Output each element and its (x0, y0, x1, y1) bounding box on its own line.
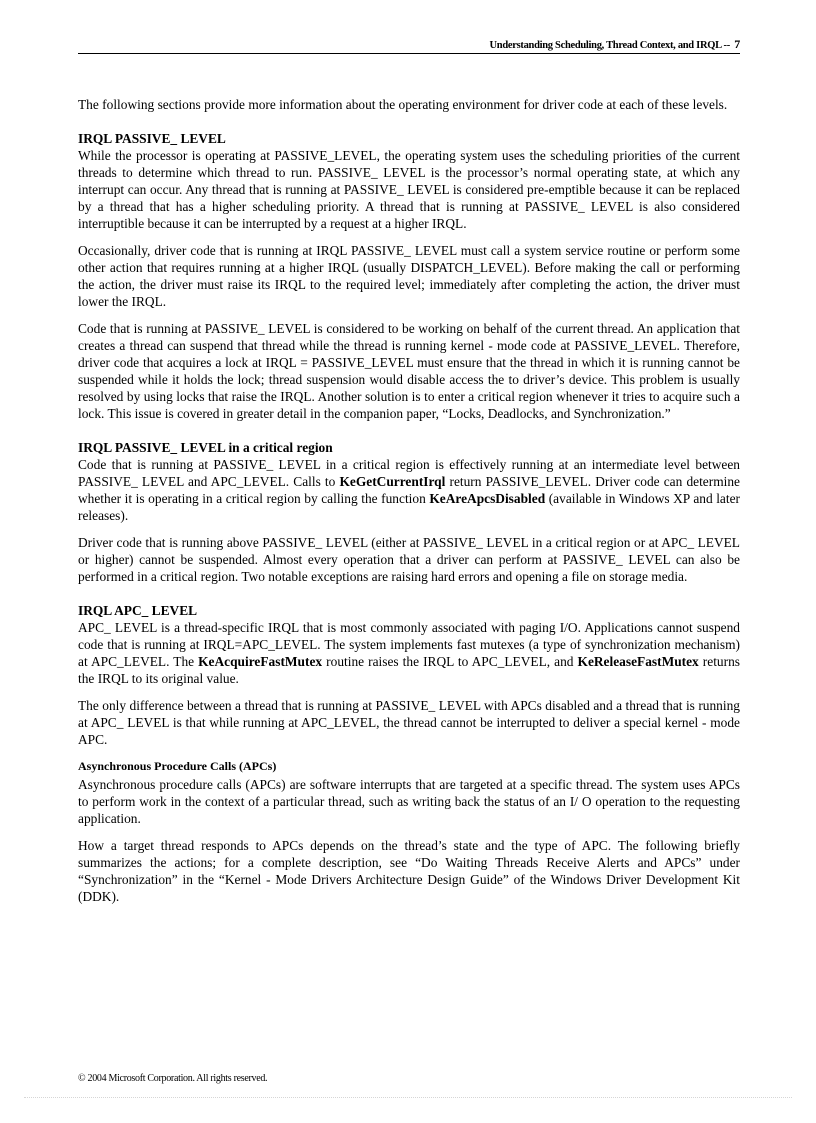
apc-text-a: APC_ LEVEL is a thread-specific IRQL that is most commonly associated with paging I/O. Applications cannot suspend code that is running at IRQL=APC_LEVEL. The system implements fast mutexes (a type of synchronization mechanism) at APC_LEVEL. The (78, 620, 740, 669)
function-kereleasefastmutex: KeReleaseFastMutex (577, 654, 699, 669)
heading-passive-level: IRQL PASSIVE_ LEVEL (78, 131, 226, 146)
passive-paragraph-2: Occasionally, driver code that is running at IRQL PASSIVE_ LEVEL must call a system service routine or perform some other action that requires running at a higher IRQL (usually DISPATCH_LEVEL). Before making the call or performing the action, the driver must raise its IRQL to the required level; immediately after completing the action, the driver must lower the IRQL. (78, 243, 740, 309)
critical-text-c: (available in Windows XP and later releases). (78, 491, 741, 523)
function-keareapcsdisabled: KeAreApcsDisabled (429, 491, 546, 506)
function-keacquirefastmutex: KeAcquireFastMutex (198, 654, 323, 669)
section-apcs (78, 758, 740, 905)
passive-paragraph-1: While the processor is operating at PASSIVE_LEVEL, the operating system uses the scheduling priorities of the current threads to determine which thread to run. PASSIVE_ LEVEL is the processor’s normal operating state, at which any interrupt can occur. Any thread that is running at PASSIVE_ LEVEL is considered pre-emptible because it can be replaced by a thread that has a higher scheduling priority. A thread that is running at PASSIVE_ LEVEL is also considered interruptible because it can be interrupted by a request at a higher IRQL. (78, 148, 740, 231)
apcs-paragraph-1: Asynchronous procedure calls (APCs) are software interrupts that are targeted at a specific thread. The system uses APCs to perform work in the context of a particular thread, such as writing back the status of an I/ O operation to the requesting application. (78, 777, 740, 826)
header-title: Understanding Scheduling, Thread Context, and IRQL -- (489, 40, 730, 51)
copyright-footer: © 2004 Microsoft Corporation. All rights reserved. (78, 1073, 268, 1084)
apc-paragraph-1 (78, 619, 740, 687)
apc-text-c: returns the IRQL to its original value. (78, 654, 740, 686)
intro-paragraph: The following sections provide more information about the operating environment for driver code at each of these levels. (78, 97, 728, 112)
critical-text-a: Code that is running at PASSIVE_ LEVEL in a critical region is effectively running at an intermediate level between PASSIVE_ LEVEL and APC_LEVEL. Calls to (78, 457, 740, 489)
section-apc-level (78, 602, 740, 748)
apcs-paragraph-2: How a target thread responds to APCs depends on the thread’s state and the type of APC. The following briefly summarizes the actions; for a complete description, see “Do Waiting Threads Receive Alerts and APCs” under “Synchronization” in the “Kernel - Mode Drivers Architecture Design Guide” of the Windows Driver Development Kit (DDK). (78, 838, 740, 904)
page-bottom-divider (24, 1097, 792, 1098)
running-header (78, 38, 740, 54)
document-body (78, 96, 740, 915)
apc-paragraph-2: The only difference between a thread that is running at PASSIVE_ LEVEL with APCs disabled and a thread that is running at APC_ LEVEL is that while running at APC_LEVEL, the thread cannot be interrupted to deliver a special kernel - mode APC. (78, 698, 740, 747)
apc-text-b: routine raises the IRQL to APC_LEVEL, and (322, 654, 578, 669)
critical-paragraph-1 (78, 456, 740, 524)
section-passive-level (78, 130, 740, 422)
heading-apc-level: IRQL APC_ LEVEL (78, 603, 198, 618)
critical-paragraph-2: Driver code that is running above PASSIVE_ LEVEL (either at PASSIVE_ LEVEL in a critical region or at APC_ LEVEL or higher) cannot be suspended. Almost every operation that a driver can perform at PASSIVE_ LEVEL can also be performed in a critical region. Two notable exceptions are raising hard errors and opening a file on storage media. (78, 535, 740, 584)
page-number: 7 (734, 37, 740, 51)
heading-critical-region: IRQL PASSIVE_ LEVEL in a critical region (78, 440, 333, 455)
section-critical-region (78, 439, 740, 585)
passive-paragraph-3: Code that is running at PASSIVE_ LEVEL is considered to be working on behalf of the current thread. An application that creates a thread can suspend that thread while the thread is running kernel - mode code at PASSIVE_LEVEL. Therefore, driver code that acquires a lock at IRQL = PASSIVE_LEVEL must ensure that the thread in which it is running cannot be suspended while it holds the lock; thread suspension would disable access the to driver’s device. This problem is usually resolved by using locks that raise the IRQL. Another solution is to enter a critical region whenever it tries to acquire such a lock. This issue is covered in greater detail in the companion paper, “Locks, Deadlocks, and Synchronization.” (78, 321, 740, 421)
heading-apcs: Asynchronous Procedure Calls (APCs) (78, 759, 277, 773)
critical-text-b: return PASSIVE_LEVEL. Driver code can determine whether it is operating in a critical region by calling the function (78, 474, 740, 506)
function-kegetcurrentirql: KeGetCurrentIrql (339, 474, 446, 489)
